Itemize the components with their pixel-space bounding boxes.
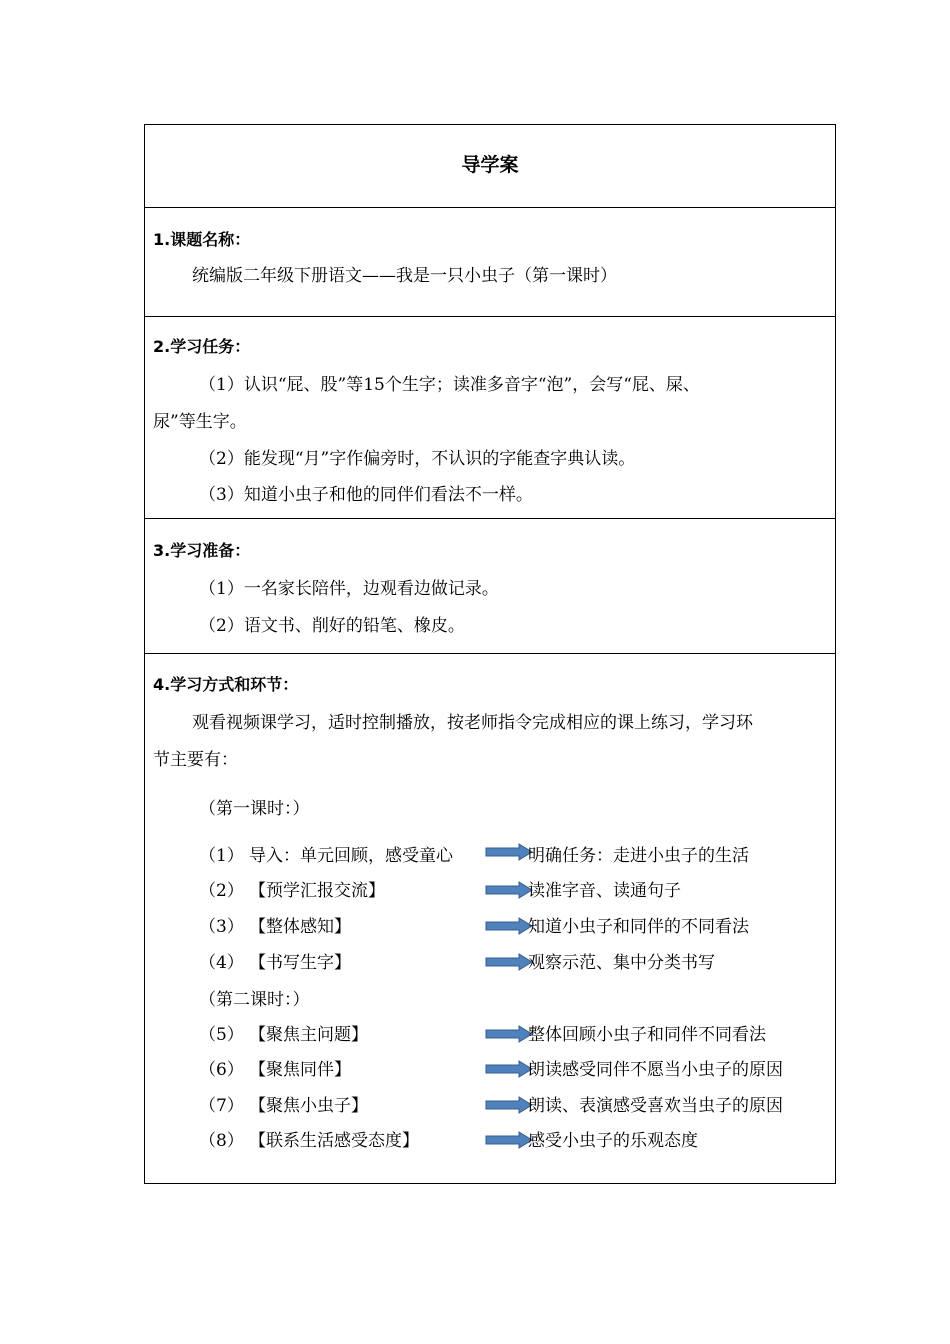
step-number: （3） xyxy=(199,917,244,937)
step-row xyxy=(145,876,835,900)
step-label: 【整体感知】 xyxy=(249,917,351,937)
intro-line: 观看视频课学习，适时控制播放，按老师指令完成相应的课上练习，学习环 xyxy=(192,713,753,733)
step-row xyxy=(145,1126,835,1150)
section-heading: 4.学习方式和环节： xyxy=(153,675,299,694)
step-result: 明确任务：走进小虫子的生活 xyxy=(528,846,749,866)
step-row xyxy=(145,1020,835,1044)
task-line: （3）知道小虫子和他的同伴们看法不一样。 xyxy=(199,485,533,505)
section-heading: 2.学习任务： xyxy=(153,337,251,356)
step-label: 【书写生字】 xyxy=(249,953,351,973)
right-arrow-icon xyxy=(485,1096,533,1114)
step-label: 【联系生活感受态度】 xyxy=(249,1131,419,1151)
step-number: （4） xyxy=(199,953,244,973)
step-result: 朗读、表演感受喜欢当虫子的原因 xyxy=(528,1096,783,1116)
step-label: 【聚焦主问题】 xyxy=(249,1025,368,1045)
prep-line: （1）一名家长陪伴，边观看边做记录。 xyxy=(199,579,499,599)
section-preparation xyxy=(145,519,835,654)
right-arrow-icon xyxy=(485,1131,533,1149)
lesson-plan-table xyxy=(144,124,836,1184)
step-row xyxy=(145,912,835,936)
prep-line: （2）语文书、削好的铅笔、橡皮。 xyxy=(199,616,465,636)
step-label: 【预学汇报交流】 xyxy=(249,881,385,901)
step-number: （5） xyxy=(199,1025,244,1045)
step-label: 导入：单元回顾，感受童心 xyxy=(249,846,453,866)
section-tasks xyxy=(145,317,835,519)
section-heading: 3.学习准备： xyxy=(153,541,251,560)
period-label: （第二课时：） xyxy=(199,990,310,1010)
step-number: （7） xyxy=(199,1096,244,1116)
intro-line: 节主要有： xyxy=(153,750,238,770)
period-label: （第一课时：） xyxy=(199,799,310,819)
section-heading: 1.课题名称： xyxy=(153,230,251,249)
step-label: 【聚焦同伴】 xyxy=(249,1060,351,1080)
right-arrow-icon xyxy=(485,843,533,861)
right-arrow-icon xyxy=(485,1060,533,1078)
topic-text: 统编版二年级下册语文——我是一只小虫子（第一课时） xyxy=(192,266,617,286)
step-row xyxy=(145,1055,835,1079)
step-row xyxy=(145,1091,835,1115)
step-number: （2） xyxy=(199,881,244,901)
section-topic xyxy=(145,208,835,317)
right-arrow-icon xyxy=(485,881,533,899)
step-result: 读准字音、读通句子 xyxy=(528,881,681,901)
page-title: 导学案 xyxy=(461,154,519,176)
task-line: （2）能发现“月”字作偏旁时，不认识的字能查字典认读。 xyxy=(199,449,636,469)
section-method xyxy=(145,654,835,1185)
step-number: （8） xyxy=(199,1131,244,1151)
right-arrow-icon xyxy=(485,1025,533,1043)
step-number: （1） xyxy=(199,846,244,866)
step-number: （6） xyxy=(199,1060,244,1080)
step-result: 朗读感受同伴不愿当小虫子的原因 xyxy=(528,1060,783,1080)
step-result: 整体回顾小虫子和同伴不同看法 xyxy=(528,1025,766,1045)
task-line: 尿”等生字。 xyxy=(153,412,247,432)
task-line: （1）认识“屁、股”等15个生字；读准多音字“泡”，会写“屁、屎、 xyxy=(199,375,700,395)
title-row xyxy=(145,125,835,208)
step-label: 【聚焦小虫子】 xyxy=(249,1096,368,1116)
step-row xyxy=(145,841,835,865)
right-arrow-icon xyxy=(485,917,533,935)
right-arrow-icon xyxy=(485,953,533,971)
step-row xyxy=(145,948,835,972)
step-result: 知道小虫子和同伴的不同看法 xyxy=(528,917,749,937)
step-result: 感受小虫子的乐观态度 xyxy=(528,1131,698,1151)
step-result: 观察示范、集中分类书写 xyxy=(528,953,715,973)
